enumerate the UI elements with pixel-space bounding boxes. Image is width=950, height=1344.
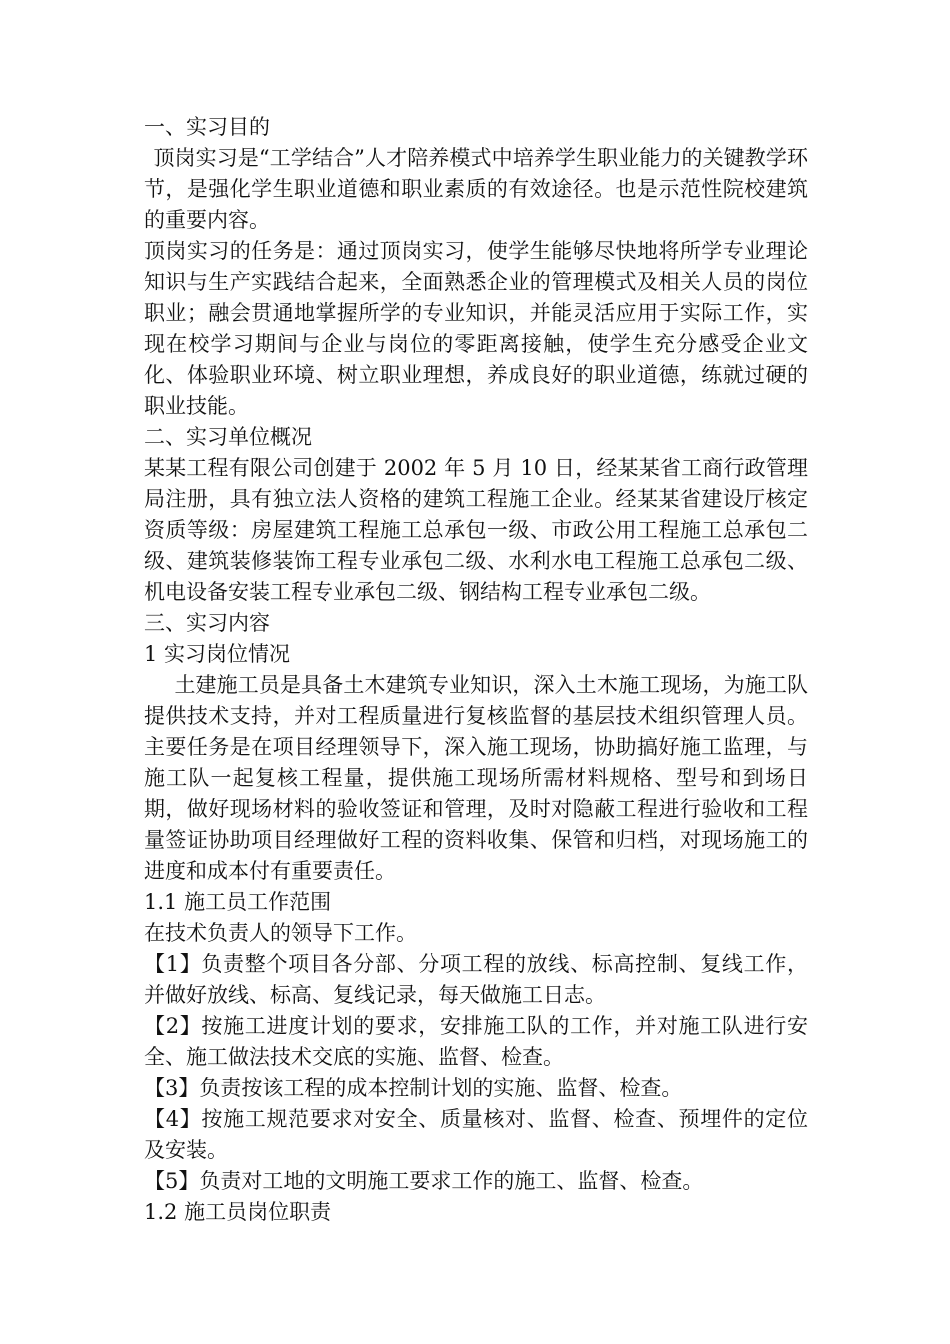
subheading-responsibilities: 1.2 施工员岗位职责 (144, 1200, 332, 1224)
list-item-3: 【3】负责按该工程的成本控制计划的实施、监督、检查。 (144, 1076, 683, 1100)
subheading-work-scope: 1.1 施工员工作范围 (144, 890, 332, 914)
list-item-4: 【4】按施工规范要求对安全、质量核对、监督、检查、预埋件的定位及安装。 (144, 1107, 808, 1162)
list-item-2: 【2】按施工进度计划的要求，安排施工队的工作，并对施工队进行安全、施工做法技术交底的实施、监督、检查。 (144, 1014, 808, 1069)
paragraph-company-overview: 某某工程有限公司创建于 2002 年 5 月 10 日，经某某省工商行政管理局注册，具有独立法人资格的建筑工程施工企业。经某某省建设厅核定资质等级：房屋建筑工程施工总承包一级、市政公用工程施工总承包二级、建筑装修装饰工程专业承包二级、水利水电工程施工总承包二级、机电设备安装工程专业承包二级、钢结构工程专业承包二级。 (144, 456, 808, 604)
document-page (144, 112, 808, 1228)
list-item-1: 【1】负责整个项目各分部、分项工程的放线、标高控制、复线工作，并做好放线、标高、复线记录，每天做施工日志。 (144, 952, 808, 1007)
paragraph-position-description: 土建施工员是具备土木建筑专业知识，深入土木施工现场，为施工队提供技术支持，并对工程质量进行复核监督的基层技术组织管理人员。主要任务是在项目经理领导下，深入施工现场，协助搞好施工监理，与施工队一起复核工程量，提供施工现场所需材料规格、型号和到场日期，做好现场材料的验收签证和管理，及时对隐蔽工程进行验收和工程量签证协助项目经理做好工程的资料收集、保管和归档，对现场施工的进度和成本付有重要责任。 (144, 673, 808, 883)
section-heading-content: 三、实习内容 (144, 611, 270, 635)
paragraph-purpose-intro: 顶岗实习是“工学结合”人才陪养模式中培养学生职业能力的关键教学环节，是强化学生职业道德和职业素质的有效途径。也是示范性院校建筑的重要内容。 (144, 146, 808, 232)
paragraph-work-scope-intro: 在技术负责人的领导下工作。 (144, 921, 417, 945)
paragraph-purpose-tasks: 顶岗实习的任务是：通过顶岗实习，使学生能够尽快地将所学专业理论知识与生产实践结合起来，全面熟悉企业的管理模式及相关人员的岗位职业；融会贯通地掌握所学的专业知识，并能灵活应用于实际工作，实现在校学习期间与企业与岗位的零距离接触，使学生充分感受企业文化、体验职业环境、树立职业理想，养成良好的职业道德，练就过硬的职业技能。 (144, 239, 808, 418)
subheading-position: 1 实习岗位情况 (144, 642, 291, 666)
section-heading-company: 二、实习单位概况 (144, 425, 312, 449)
list-item-5: 【5】负责对工地的文明施工要求工作的施工、监督、检查。 (144, 1169, 704, 1193)
section-heading-purpose: 一、实习目的 (144, 115, 270, 139)
